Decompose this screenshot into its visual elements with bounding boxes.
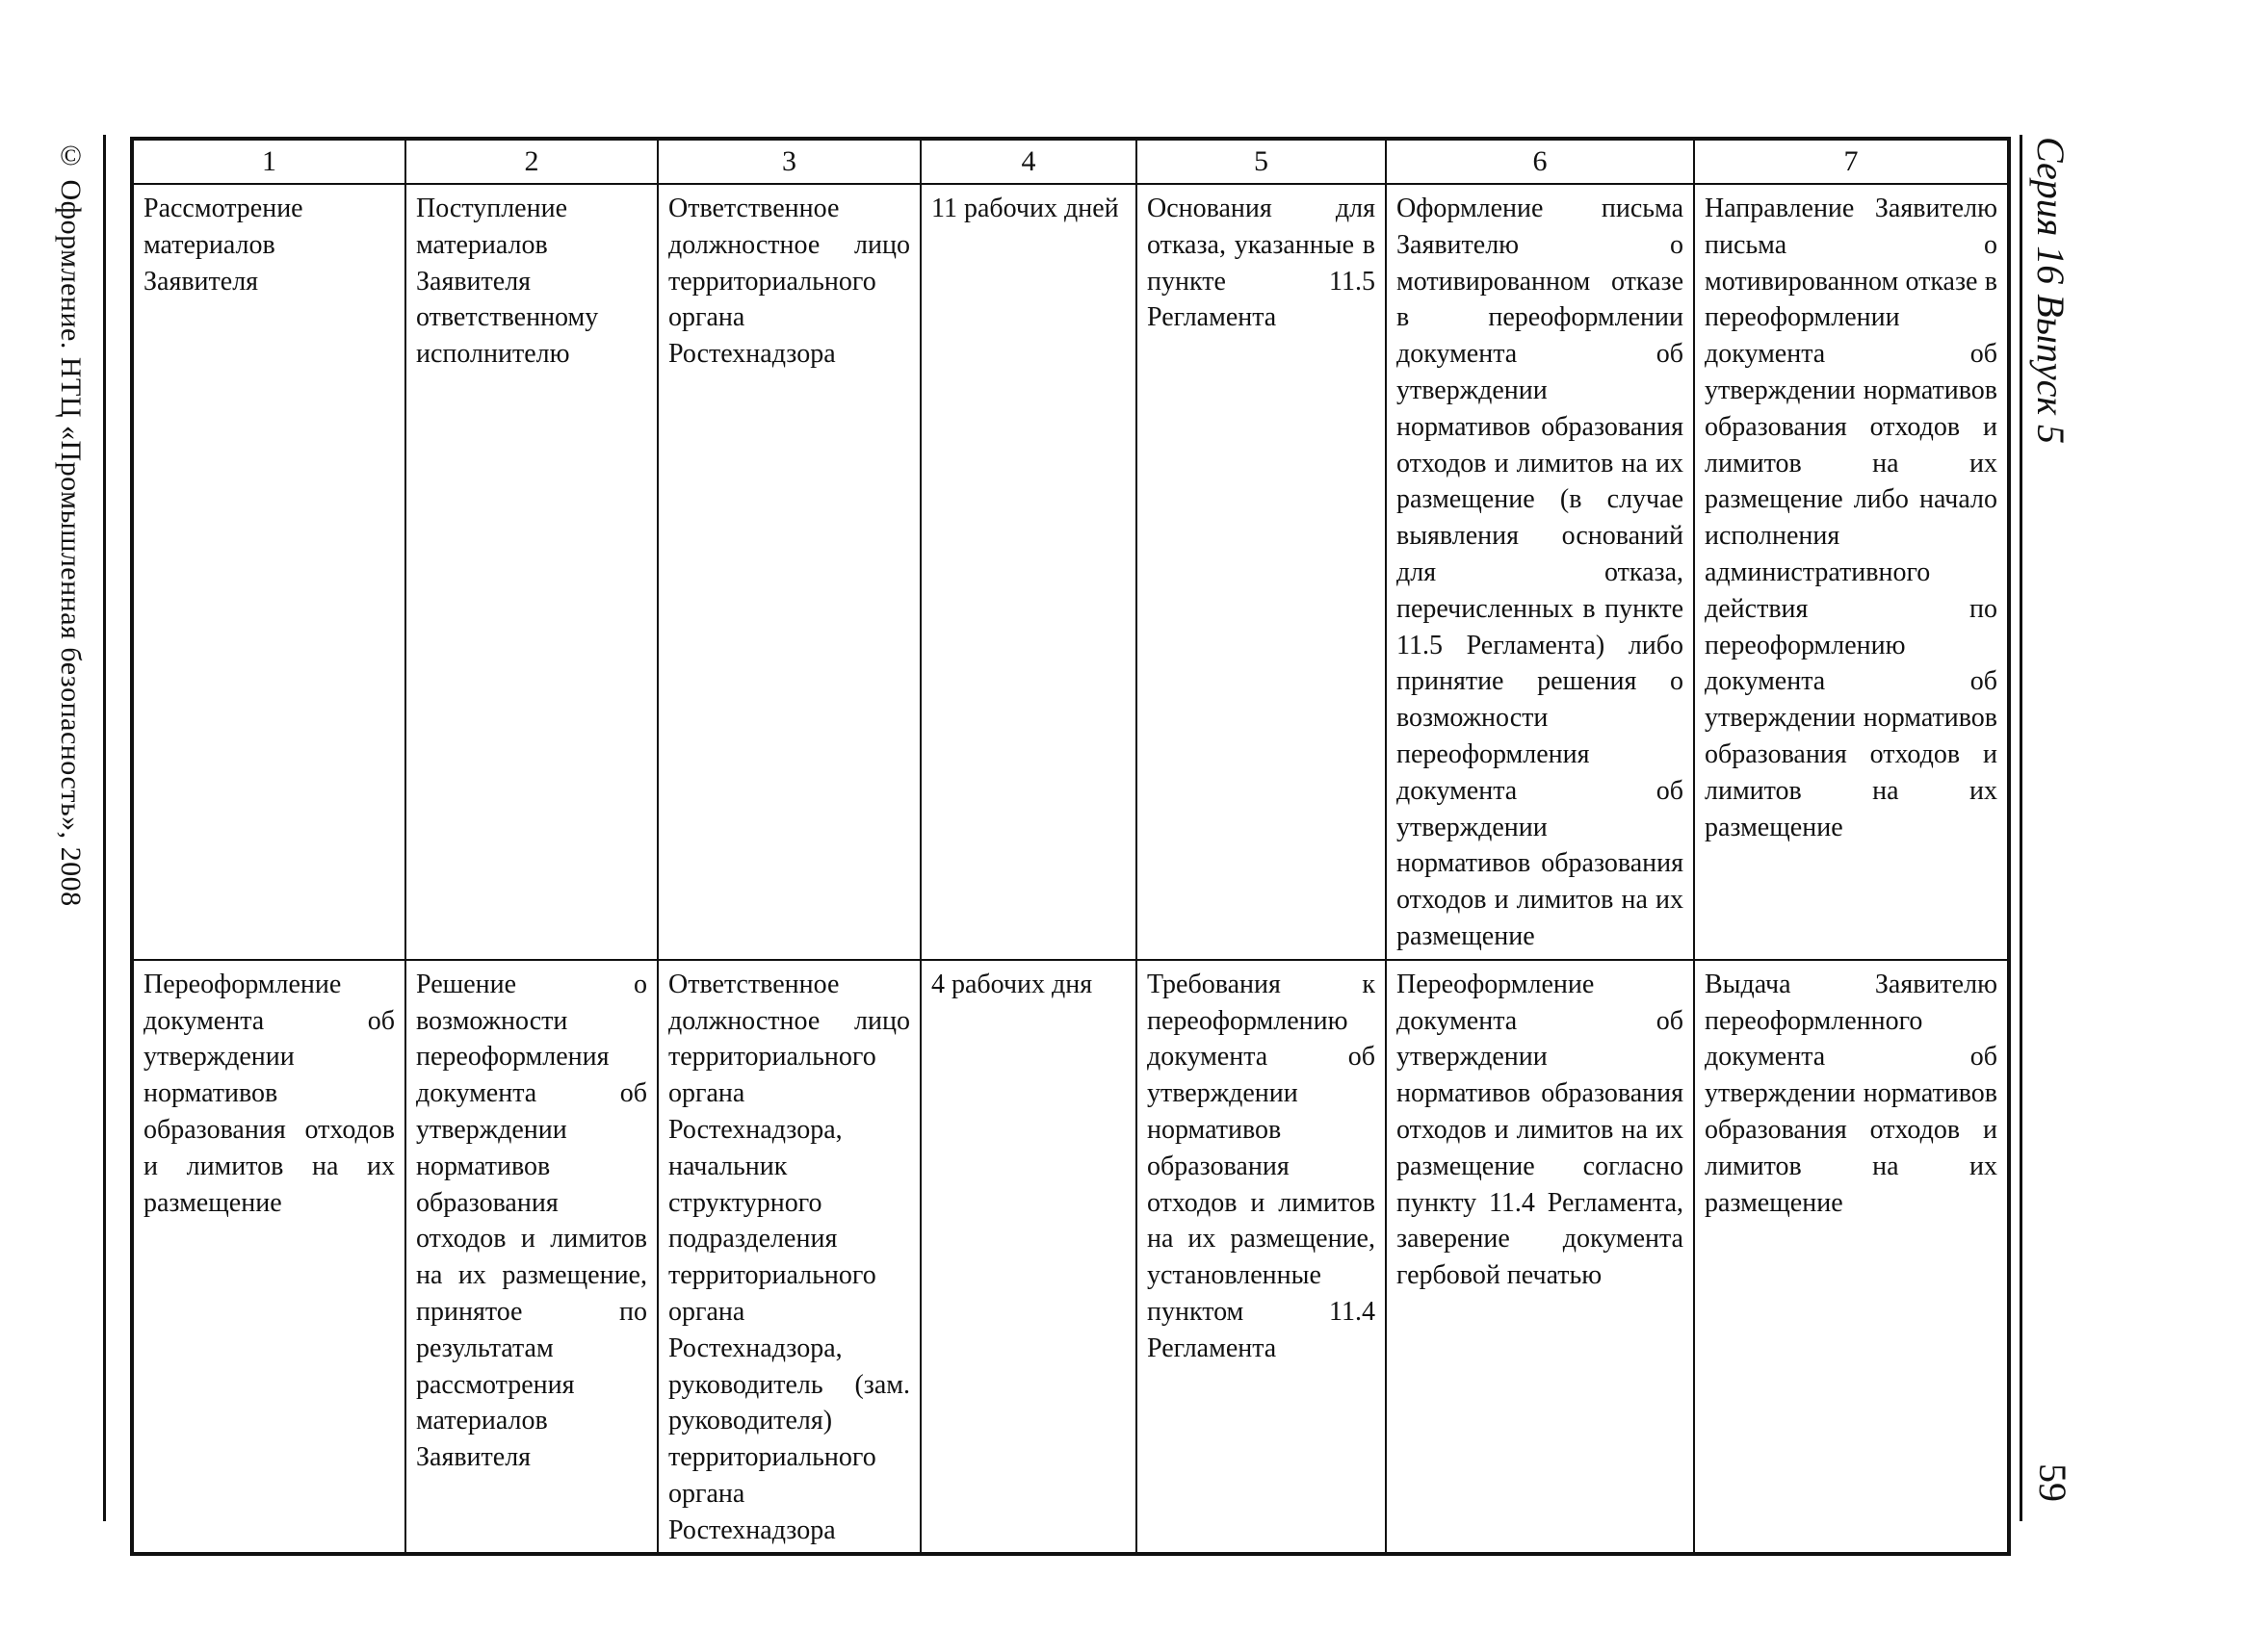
- right-margin-rule: [2020, 135, 2022, 1521]
- column-number-4: 4: [921, 139, 1136, 184]
- table-cell: Выдача Заявителю переоформленного документа об утверждении нормативов образования отходов и лимитов на их размещение: [1694, 960, 2009, 1555]
- table-row: [132, 960, 2009, 1555]
- table-row: [132, 184, 2009, 960]
- table-cell: Переоформление документа об утверждении нормативов образования отходов и лимитов на их размещение согласно пункту 11.4 Регламента, заверение документа гербовой печатью: [1386, 960, 1694, 1555]
- table-cell: 4 рабочих дня: [921, 960, 1136, 1555]
- table-cell: Поступление материалов Заявителя ответственному исполнителю: [405, 184, 658, 960]
- procedure-table: [130, 137, 2011, 1556]
- table-cell: Рассмотрение материалов Заявителя: [132, 184, 405, 960]
- table-cell: Основания для отказа, указанные в пункте 11.5 Регламента: [1136, 184, 1386, 960]
- column-number-2: 2: [405, 139, 658, 184]
- table-cell: Решение о возможности переоформления документа об утверждении нормативов образования отходов и лимитов на их размещение, принятое по результатам рассмотрения материалов Заявителя: [405, 960, 658, 1555]
- table-cell: Оформление письма Заявителю о мотивированном отказе в переоформлении документа об утверждении нормативов образования отходов и лимитов на их размещение (в случае выявления оснований для отказа, перечисленных в пункте 11.5 Регламента) либо принятие решения о возможности переоформления документа об утверждении нормативов образования отходов и лимитов на их размещение: [1386, 184, 1694, 960]
- table-cell: Ответственное должностное лицо территориального органа Ростехнадзора, начальник структурного подразделения территориального органа Ростехнадзора, руководитель (зам. руководителя) территориального органа Ростехнадзора: [658, 960, 921, 1555]
- page-number: 59: [2031, 1463, 2074, 1502]
- column-number-1: 1: [132, 139, 405, 184]
- column-number-5: 5: [1136, 139, 1386, 184]
- column-number-7: 7: [1694, 139, 2009, 184]
- column-number-3: 3: [658, 139, 921, 184]
- table-cell: Переоформление документа об утверждении нормативов образования отходов и лимитов на их размещение: [132, 960, 405, 1555]
- table-cell: Ответственное должностное лицо территориального органа Ростехнадзора: [658, 184, 921, 960]
- left-margin-rule: [103, 135, 106, 1521]
- copyright-note: © Оформление. НТЦ «Промышленная безопасность», 2008: [55, 140, 87, 907]
- series-title: Серия 16 Выпуск 5: [2029, 137, 2072, 445]
- table-cell: 11 рабочих дней: [921, 184, 1136, 960]
- table-cell: Требования к переоформлению документа об утверждении нормативов образования отходов и лимитов на их размещение, установленные пунктом 11.4 Регламента: [1136, 960, 1386, 1555]
- column-number-6: 6: [1386, 139, 1694, 184]
- header-row: [132, 139, 2009, 184]
- table-cell: Направление Заявителю письма о мотивированном отказе в переоформлении документа об утверждении нормативов образования отходов и лимитов на их размещение либо начало исполнения административного действия по переоформлению документа об утверждении нормативов образования отходов и лимитов на их размещение: [1694, 184, 2009, 960]
